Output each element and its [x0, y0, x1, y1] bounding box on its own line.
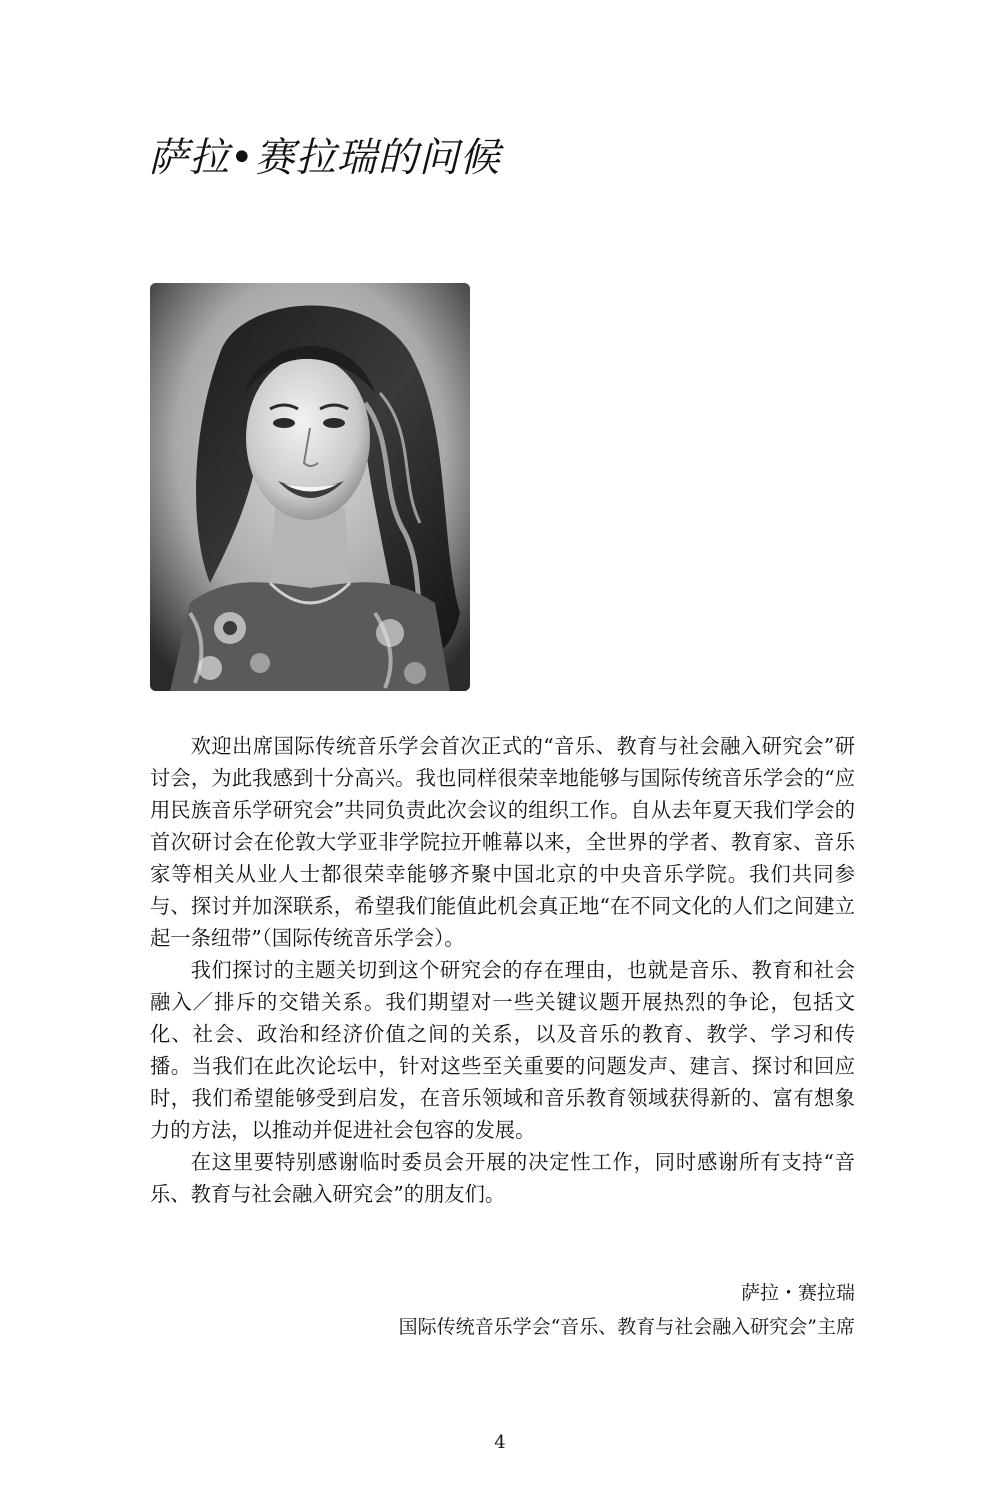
letter-paragraph-3: 在这里要特别感谢临时委员会开展的决定性工作，同时感谢所有支持“音乐、教育与社会融入研究会”的朋友们。 [150, 1150, 855, 1206]
signature-role: 国际传统音乐学会“音乐、教育与社会融入研究会”主席 [398, 1316, 855, 1338]
signature-name: 萨拉・赛拉瑞 [740, 1282, 855, 1304]
letter-paragraph-1: 欢迎出席国际传统音乐学会首次正式的“音乐、教育与社会融入研究会”研讨会，为此我感到十分高兴。我也同样很荣幸地能够与国际传统音乐学会的“应用民族音乐学研究会”共同负责此次会议的组织工作。自从去年夏天我们学会的首次研讨会在伦敦大学亚非学院拉开帷幕以来，全世界的学者、教育家、音乐家等相关从业人士都很荣幸能够齐聚中国北京的中央音乐学院。我们共同参与、探讨并加深联系，希望我们能值此机会真正地“在不同文化的人们之间建立起一条纽带”（国际传统音乐学会）。 [150, 734, 855, 950]
letter-body [150, 730, 855, 1210]
letter-paragraph-2: 我们探讨的主题关切到这个研究会的存在理由，也就是音乐、教育和社会融入／排斥的交错关系。我们期望对一些关键议题开展热烈的争论，包括文化、社会、政治和经济价值之间的关系，以及音乐的教育、教学、学习和传播。当我们在此次论坛中，针对这些至关重要的问题发声、建言、探讨和回应时，我们希望能够受到启发，在音乐领域和音乐教育领域获得新的、富有想象力的方法，以推动并促进社会包容的发展。 [150, 958, 855, 1142]
portrait-illustration [150, 283, 470, 691]
page-number: 4 [494, 1432, 506, 1453]
page-title: 萨拉•赛拉瑞的问候 [148, 135, 501, 181]
portrait-photo [150, 283, 470, 691]
